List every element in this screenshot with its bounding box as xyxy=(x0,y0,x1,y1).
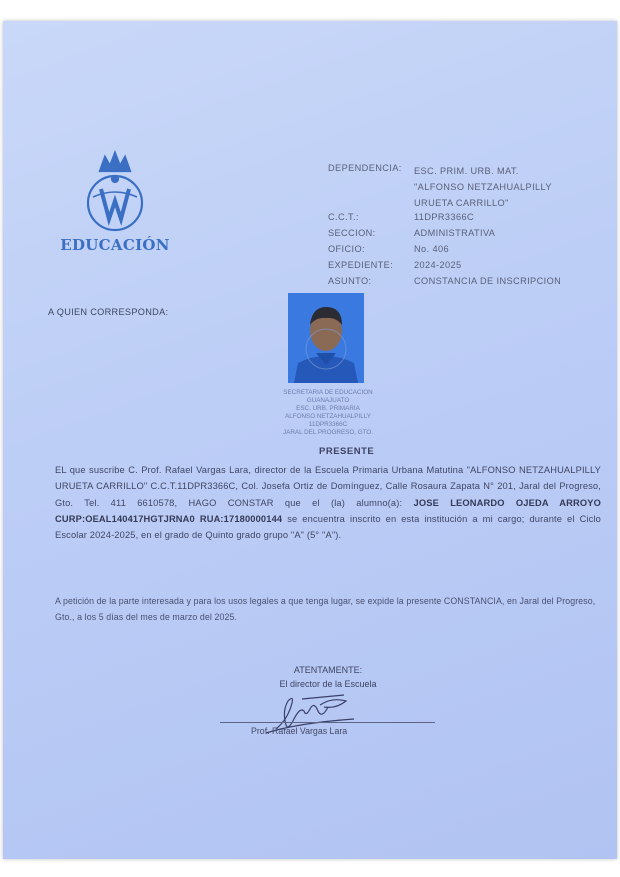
header-label: SECCION: xyxy=(328,227,376,238)
header-value xyxy=(414,163,604,212)
header-value: 11DPR3366C xyxy=(414,211,475,222)
closing-paragraph: A petición de la parte interesada y para los usos legales a que tenga lugar, se expide la presente CONSTANCIA, en Jaral del Progreso, Gto., a los 5 días del mes de marzo del 2025. xyxy=(55,596,596,622)
header-value: ADMINISTRATIVA xyxy=(414,227,496,238)
header-label: DEPENDENCIA: xyxy=(328,163,402,173)
body-text: se encuentra inscrito en esta institución a mi cargo; durante el Ciclo Escolar 2024-2025, en el grado de Quinto grado grupo "A" (5° "A"). xyxy=(55,513,601,541)
header-value-line: URUETA CARRILLO" xyxy=(414,198,509,209)
header-row-dependencia xyxy=(328,163,604,212)
regards-text: ATENTAMENTE: xyxy=(293,665,363,675)
header-row-oficio xyxy=(328,244,604,260)
header-row-seccion xyxy=(328,228,604,244)
crown-icon xyxy=(55,149,175,239)
header-row-expediente xyxy=(328,260,604,276)
header-label: EXPEDIENTE: xyxy=(328,260,394,271)
header-value: No. 406 xyxy=(414,243,449,254)
student-photo xyxy=(288,293,364,383)
header-label: ASUNTO: xyxy=(328,276,372,287)
stamp-line: JARAL DEL PROGRESO, GTO. xyxy=(282,429,374,436)
body-paragraph xyxy=(55,462,601,543)
header-info-table xyxy=(328,163,604,293)
student-rua: RUA:17180000144 xyxy=(199,513,283,524)
body-text: EL que suscribe C. Prof. Rafael Vargas Lara, director de la Escuela Primaria Urbana Matutina "ALFONSO NETZAHUALPILLY URUETA CARRILLO" C.C.T.11DPR3366C, Col. Josefa Ortiz de Domínguez, Calle Rosaura Zapata N° 201, Jaral del Progreso, Gto. Tel. 411 6610578, HAGO CONSTAR que el (la) alumno(a): xyxy=(55,465,601,508)
header-value: 2024-2025 xyxy=(414,260,462,271)
header-label: C.C.T.: xyxy=(328,211,359,222)
presente-heading: PRESENTE xyxy=(319,446,375,457)
signature-line xyxy=(220,722,435,723)
curp-label: CURP: xyxy=(55,513,86,524)
document-sheet xyxy=(3,21,617,859)
student-curp: OEAL140417HGTJRNA0 xyxy=(85,513,195,524)
recipient-salutation: A QUIEN CORRESPONDA: xyxy=(48,307,169,317)
stamp-line: 11DPR3366C xyxy=(308,421,348,428)
header-value: CONSTANCIA DE INSCRIPCION xyxy=(414,276,562,287)
stamp-line: ALFONSO NETZAHUALPILLY xyxy=(285,413,371,420)
header-value-line: ESC. PRIM. URB. MAT. xyxy=(414,166,519,176)
education-logo xyxy=(55,149,175,259)
header-value-line: "ALFONSO NETZAHUALPILLY xyxy=(414,182,552,193)
header-row-cct xyxy=(328,212,604,228)
student-name: JOSE LEONARDO OJEDA ARROYO xyxy=(413,497,601,508)
person-silhouette-icon xyxy=(288,293,364,383)
signer-role: El director de la Escuela xyxy=(279,679,377,689)
stamp-line: SECRETARIA DE EDUCACION xyxy=(283,389,373,396)
header-label: OFICIO: xyxy=(328,243,365,254)
signer-name: Prof. Rafael Vargas Lara xyxy=(251,726,348,736)
signature-block xyxy=(213,663,443,691)
logo-wordmark: EDUCACIÓN xyxy=(60,236,170,254)
stamp-line: ESC. URB. PRIMARIA xyxy=(296,405,360,412)
header-row-asunto xyxy=(328,276,604,292)
stamp-line: GUANAJUATO xyxy=(306,397,350,404)
